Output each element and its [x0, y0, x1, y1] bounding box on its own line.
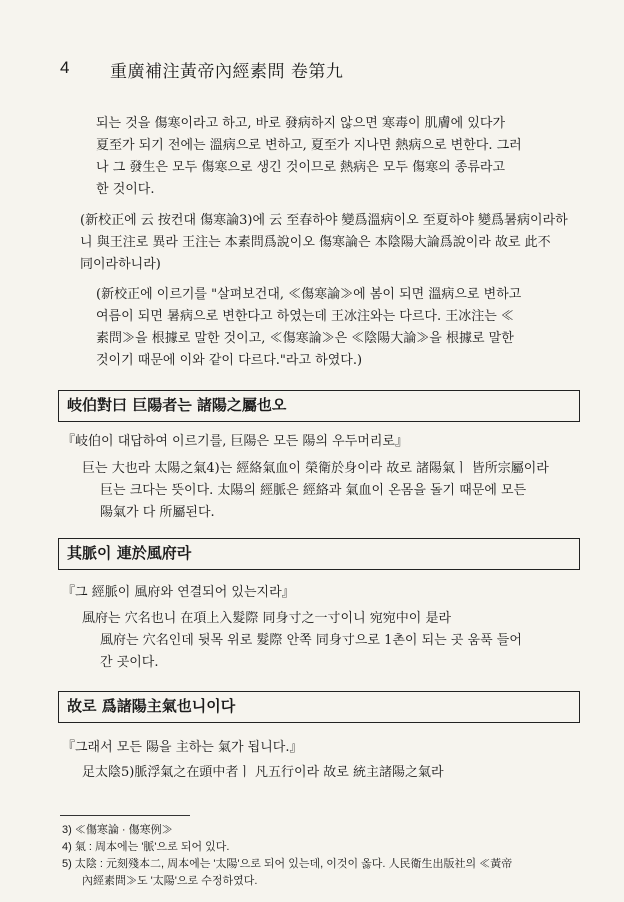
commentary-original: 風府는 穴名也니 在項上入髮際 同身寸之一寸이니 宛宛中이 是라: [82, 611, 452, 626]
text-line: 夏至가 되기 전에는 溫病으로 변하고, 夏至가 지나면 熱病으로 변한다. 그러: [96, 138, 522, 153]
section-commentary: [82, 458, 549, 524]
footnote-divider: [60, 815, 190, 816]
footnote-continuation: 內經素問≫도 '太陽'으로 수정하였다.: [82, 875, 258, 887]
footnote: 4) 氣 : 周本에는 '脈'으로 되어 있다.: [62, 841, 230, 853]
section-commentary: [82, 608, 522, 674]
footnotes: [62, 822, 512, 890]
text-line: (新校正에 이르기를 "살펴보건대, ≪傷寒論≫에 봄이 되면 溫病으로 변하고: [96, 287, 522, 302]
commentary-translation: 風府는 穴名인데 뒷목 위로 髮際 안쪽 同身寸으로 1촌이 되는 곳 움푹 들어: [100, 633, 522, 648]
section-heading-box: 其脈이 連於風府라: [58, 538, 580, 570]
section-translation: 『그래서 모든 陽을 主하는 氣가 됩니다.』: [62, 740, 303, 755]
text-line: 여름이 되면 暑病으로 변한다고 하였는데 王冰注와는 다르다. 王冰注는 ≪: [96, 309, 514, 324]
text-line: 것이기 때문에 이와 같이 다르다."라고 하였다.): [96, 353, 363, 368]
footnote: 3) ≪傷寒論 · 傷寒例≫: [62, 824, 173, 836]
section-translation: 『岐伯이 대답하여 이르기를, 巨陽은 모든 陽의 우두머리로』: [62, 434, 408, 449]
text-line: (新校正에 云 按컨대 傷寒論3)에 云 至春하야 變爲溫病이오 至夏하야 變爲暑病이라하: [80, 213, 568, 228]
commentary-translation: 간 곳이다.: [100, 655, 159, 670]
paragraph-1: [96, 113, 522, 201]
commentary-original: 足太陰5)脈浮氣之在頭中者ㅣ 凡五行이라 故로 統主諸陽之氣라: [82, 765, 444, 780]
text-line: 나 그 發生은 모두 傷寒으로 생긴 것이므로 熱病은 모두 傷寒의 종류라고: [96, 160, 506, 175]
text-line: 니 與王注로 異라 王注는 本素問爲說이오 傷寒論은 本陰陽大論爲說이라 故로 此不: [80, 235, 551, 250]
section-translation: 『그 經脈이 風府와 연결되어 있는지라』: [62, 585, 295, 600]
text-line: 同이라하니라): [80, 257, 161, 272]
commentary-translation: 陽氣가 다 所屬된다.: [100, 505, 215, 520]
text-line: 素問≫을 根據로 말한 것이고, ≪傷寒論≫은 ≪陰陽大論≫을 根據로 말한: [96, 331, 514, 346]
text-line: 되는 것을 傷寒이라고 하고, 바로 發病하지 않으면 寒毒이 肌膚에 있다가: [96, 116, 506, 131]
page-number: 4: [60, 58, 70, 77]
commentary-translation: 巨는 크다는 뜻이다. 太陽의 經脈은 經絡과 氣血이 온몸을 돌기 때문에 모든: [100, 483, 527, 498]
commentary-original: 巨는 大也라 太陽之氣4)는 經絡氣血이 榮衛於身이라 故로 諸陽氣ㅣ 皆所宗屬이라: [82, 461, 549, 476]
section-commentary: [82, 762, 444, 784]
section-heading-box: 岐伯對曰 巨陽者는 諸陽之屬也오: [58, 390, 580, 422]
paragraph-new-collation-note: [80, 210, 568, 276]
footnote: 5) 太陰 : 元刻殘本二, 周本에는 '太陽'으로 되어 있는데, 이것이 옳다. 人民衛生出版社의 ≪黃帝: [62, 858, 513, 870]
running-header-title: 重廣補注黃帝內經素問 卷第九: [110, 62, 344, 82]
paragraph-note-translation: [96, 284, 521, 372]
section-heading-box: 故로 爲諸陽主氣也니이다: [58, 691, 580, 723]
text-line: 한 것이다.: [96, 182, 155, 197]
